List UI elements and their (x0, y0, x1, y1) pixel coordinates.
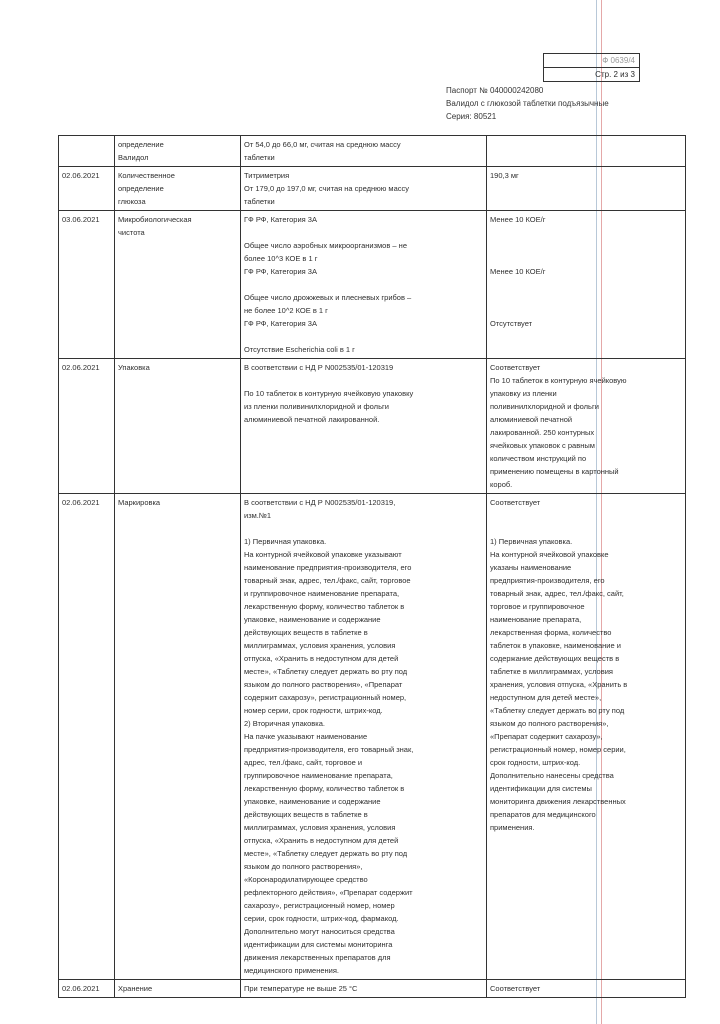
result-line: торговое и группировочное (490, 602, 585, 611)
test-name-line: определение (118, 140, 164, 149)
result-line: таблетке в миллиграммах, условия (490, 667, 613, 676)
test-name-cell (115, 980, 241, 998)
specification-line: идентификации для системы мониторинга (244, 940, 393, 949)
passport-header (446, 84, 609, 123)
test-date-cell: 02.06.2021 (59, 167, 115, 211)
result-line: короб. (490, 480, 513, 489)
result-line: «Таблетку следует держать во рту под (490, 706, 625, 715)
specification-line: отпуска, «Хранить в недоступном для детей (244, 654, 399, 663)
result-line: срок годности, штрих-код. (490, 758, 581, 767)
specification-line: лекарственную форму, количество таблеток в (244, 784, 405, 793)
result-line: регистрационный номер, номер серии, (490, 745, 626, 754)
test-name-line: Валидол (118, 153, 149, 162)
specification-line: лекарственную форму, количество таблеток в (244, 602, 405, 611)
specification-line: миллиграммах, условия хранения, условия (244, 641, 396, 650)
test-date-cell: 02.06.2021 (59, 359, 115, 494)
result-cell (487, 167, 686, 211)
specification-line: серии, срок годности, штрих-код, фармакод. (244, 914, 399, 923)
specification-line: таблетки (244, 197, 275, 206)
result-line: мониторинга движения лекарственных (490, 797, 626, 806)
specification-line: медицинского применения. (244, 966, 340, 975)
specification-line: Общее число дрожжевых и плесневых грибов – (244, 293, 412, 302)
specification-cell (241, 359, 487, 494)
result-line: языком до полного растворения», (490, 719, 609, 728)
form-code: Ф 0639/4 (602, 56, 635, 65)
specification-line: Общее число аэробных микроорганизмов – не (244, 241, 407, 250)
specification-line: «Коронародилатирующее средство (244, 875, 368, 884)
result-line: применению помещены в картонный (490, 467, 619, 476)
specification-line: Дополнительно могут наноситься средства (244, 927, 395, 936)
blank-line (244, 374, 483, 387)
test-name-line: Хранение (118, 984, 153, 993)
blank-line (490, 252, 682, 265)
result-line: алюминиевой печатной (490, 415, 573, 424)
specification-line: предприятия-производителя, его товарный знак, (244, 745, 414, 754)
specification-line: ГФ РФ, Категория 3А (244, 319, 317, 328)
result-line: Менее 10 КОЕ/г (490, 267, 546, 276)
blank-line (490, 226, 682, 239)
blank-line (490, 509, 682, 522)
test-date-cell (59, 136, 115, 167)
test-name-cell (115, 136, 241, 167)
specification-line: изм.№1 (244, 511, 272, 520)
result-line: упаковку из пленки (490, 389, 557, 398)
table-row (59, 359, 686, 494)
result-line: указаны наименование (490, 563, 572, 572)
result-line: содержание действующих веществ в (490, 654, 620, 663)
result-line: Соответствует (490, 984, 541, 993)
result-line: 1) Первичная упаковка. (490, 537, 573, 546)
blank-line (490, 304, 682, 317)
result-line: Соответствует (490, 363, 541, 372)
result-line: На контурной ячейковой упаковке (490, 550, 609, 559)
blank-line (490, 522, 682, 535)
result-line: идентификации для системы (490, 784, 592, 793)
result-line: предприятия-производителя, его (490, 576, 605, 585)
blank-line (490, 278, 682, 291)
batch-series: Серия: 80521 (446, 112, 497, 121)
result-cell (487, 211, 686, 359)
specification-line: ГФ РФ, Категория 3А (244, 267, 317, 276)
result-line: Соответствует (490, 498, 541, 507)
blank-line (244, 226, 483, 239)
table-row (59, 167, 686, 211)
result-cell (487, 359, 686, 494)
specification-line: товарный знак, адрес, тел./факс, сайт, торговое (244, 576, 411, 585)
test-name-cell (115, 167, 241, 211)
test-name-line: Маркировка (118, 498, 161, 507)
result-line: лакированной. 250 контурных (490, 428, 595, 437)
result-line: Отсутствует (490, 319, 533, 328)
result-line: Дополнительно нанесены средства (490, 771, 614, 780)
blank-line (244, 278, 483, 291)
specification-line: упаковке, наименование и содержание (244, 615, 381, 624)
specification-line: алюминиевой печатной лакированной. (244, 415, 380, 424)
specification-line: В соответствии с НД Р N002535/01-120319 (244, 363, 394, 372)
result-line: ячейковых упаковок с равным (490, 441, 595, 450)
specification-line: ГФ РФ, Категория 3А (244, 215, 317, 224)
result-line: лекарственная форма, количество (490, 628, 612, 637)
table-row (59, 494, 686, 980)
specification-line: и группировочное наименование препарата, (244, 589, 400, 598)
result-line: поливинилхлоридной и фольги (490, 402, 599, 411)
specification-line: не более 10^2 КОЕ в 1 г (244, 306, 328, 315)
specification-line: От 54,0 до 66,0 мг, считая на среднюю массу (244, 140, 401, 149)
specification-line: 2) Вторичная упаковка. (244, 719, 325, 728)
quality-control-table (58, 135, 686, 998)
result-line: количеством инструкций по (490, 454, 587, 463)
table-row (59, 136, 686, 167)
blank-line (490, 291, 682, 304)
result-cell (487, 136, 686, 167)
specification-line: языком до полного растворения», «Препарат (244, 680, 403, 689)
specification-line: На контурной ячейковой упаковке указывают (244, 550, 402, 559)
form-code-box (543, 53, 640, 82)
specification-line: месте», «Таблетку следует держать во рту под (244, 667, 408, 676)
result-cell (487, 980, 686, 998)
result-cell (487, 494, 686, 980)
test-name-line: Упаковка (118, 363, 150, 372)
specification-line: При температуре не выше 25 °С (244, 984, 358, 993)
specification-line: таблетки (244, 153, 275, 162)
result-line: Менее 10 КОЕ/г (490, 215, 546, 224)
specification-line: На пачке указывают наименование (244, 732, 368, 741)
specification-line: содержит сахарозу», регистрационный номер, (244, 693, 407, 702)
specification-line: Отсутствие Escherichia coli в 1 г (244, 345, 355, 354)
test-name-line: чистота (118, 228, 145, 237)
specification-line: действующих веществ в таблетке в (244, 628, 368, 637)
test-name-line: Количественное (118, 171, 175, 180)
specification-line: миллиграммах, условия хранения, условия (244, 823, 396, 832)
specification-line: адрес, тел./факс, сайт, торговое и (244, 758, 363, 767)
specification-cell (241, 136, 487, 167)
result-line: товарный знак, адрес, тел./факс, сайт, (490, 589, 624, 598)
specification-line: От 179,0 до 197,0 мг, считая на среднюю массу (244, 184, 410, 193)
result-line: наименование препарата, (490, 615, 582, 624)
blank-line (490, 239, 682, 252)
specification-line: движения лекарственных препаратов для (244, 953, 391, 962)
result-line: применения. (490, 823, 535, 832)
specification-line: В соответствии с НД Р N002535/01-120319, (244, 498, 396, 507)
specification-line: из пленки поливинилхлоридной и фольги (244, 402, 389, 411)
specification-line: По 10 таблеток в контурную ячейковую упаковку (244, 389, 414, 398)
blank-line (244, 522, 483, 535)
result-line: По 10 таблеток в контурную ячейковую (490, 376, 627, 385)
result-line: 190,3 мг (490, 171, 519, 180)
test-date-cell: 03.06.2021 (59, 211, 115, 359)
specification-line: наименование предприятия-производителя, его (244, 563, 412, 572)
specification-line: 1) Первичная упаковка. (244, 537, 327, 546)
specification-line: языком до полного растворения», (244, 862, 363, 871)
page-number: Стр. 2 из 3 (595, 70, 635, 79)
specification-cell (241, 211, 487, 359)
test-name-cell (115, 494, 241, 980)
result-line: хранения, условия отпуска, «Хранить в (490, 680, 628, 689)
test-name-cell (115, 211, 241, 359)
specification-line: рефлекторного действия», «Препарат содержит (244, 888, 413, 897)
test-date-cell: 02.06.2021 (59, 494, 115, 980)
result-line: препаратов для медицинского (490, 810, 596, 819)
test-name-cell (115, 359, 241, 494)
specification-cell (241, 980, 487, 998)
product-name: Валидол с глюкозой таблетки подъязычные (446, 99, 609, 108)
table-row (59, 211, 686, 359)
passport-number: Паспорт № 040000242080 (446, 86, 544, 95)
specification-line: действующих веществ в таблетке в (244, 810, 368, 819)
blank-line (244, 330, 483, 343)
specification-line: Титриметрия (244, 171, 290, 180)
specification-line: месте», «Таблетку следует держать во рту под (244, 849, 408, 858)
specification-line: более 10^3 КОЕ в 1 г (244, 254, 318, 263)
specification-line: упаковке, наименование и содержание (244, 797, 381, 806)
test-name-line: глюкоза (118, 197, 146, 206)
specification-line: отпуска, «Хранить в недоступном для детей (244, 836, 399, 845)
test-name-line: Микробиологическая (118, 215, 192, 224)
result-line: «Препарат содержит сахарозу», (490, 732, 603, 741)
specification-line: сахарозу», регистрационный номер, номер (244, 901, 395, 910)
specification-cell (241, 167, 487, 211)
result-line: недоступном для детей месте», (490, 693, 602, 702)
test-date-cell: 02.06.2021 (59, 980, 115, 998)
specification-cell (241, 494, 487, 980)
test-name-line: определение (118, 184, 164, 193)
table-row (59, 980, 686, 998)
result-line: таблеток в упаковке, наименование и (490, 641, 621, 650)
specification-line: номер серии, срок годности, штрих-код. (244, 706, 383, 715)
specification-line: группировочное наименование препарата, (244, 771, 393, 780)
